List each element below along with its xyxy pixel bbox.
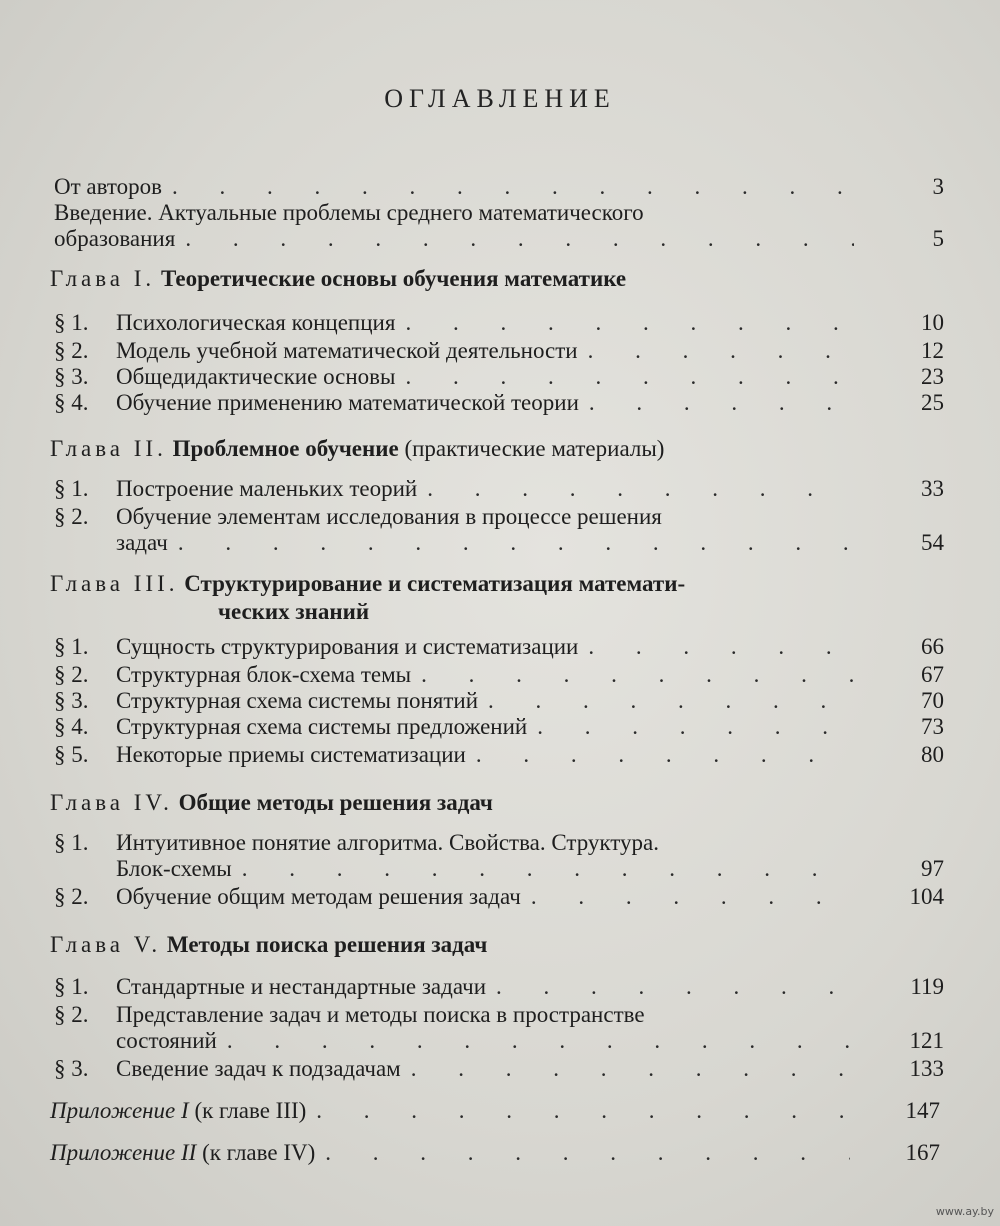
section-number: § 1. <box>54 974 89 999</box>
leader-dots <box>579 390 854 416</box>
section-number: § 1. <box>54 476 89 501</box>
toc-entry <box>54 714 944 740</box>
section-number: § 2. <box>54 884 89 909</box>
section-number: § 3. <box>54 1056 89 1081</box>
toc-entry <box>54 310 944 336</box>
toc-entry <box>54 1002 944 1054</box>
entry-text: Интуитивное понятие алгоритма. Свойства. Структура. <box>116 830 659 855</box>
page-number: 70 <box>921 688 944 713</box>
leader-dots <box>217 1028 854 1054</box>
toc-entry <box>50 1098 940 1124</box>
page-number: 3 <box>932 174 944 199</box>
leader-dots <box>168 530 854 556</box>
entry-text-cont: состояний <box>116 1028 217 1053</box>
section-number: § 3. <box>54 688 89 713</box>
page-number: 73 <box>921 714 944 739</box>
page-number: 54 <box>921 530 944 555</box>
entry-text: Сведение задач к подзадачам <box>116 1056 401 1081</box>
toc-entry <box>54 634 944 660</box>
page-number: 119 <box>910 974 944 999</box>
entry-text: Некоторые приемы систематизации <box>116 742 466 767</box>
chapter-label: Глава V. <box>50 932 162 957</box>
page-title: ОГЛАВЛЕНИЕ <box>384 84 616 113</box>
page-number: 25 <box>921 390 944 415</box>
entry-text: Структурная блок-схема темы <box>116 662 412 687</box>
entry-text-cont: задач <box>116 530 168 555</box>
entry-text: Обучение общим методам решения задач <box>116 884 521 909</box>
entry-text: Сущность структурирования и систематизации <box>116 634 579 659</box>
chapter-title: Методы поиска решения задач <box>166 932 488 957</box>
toc-entry <box>54 662 944 688</box>
entry-text: Структурная схема системы понятий <box>116 688 479 713</box>
page-number: 133 <box>909 1056 944 1081</box>
leader-dots <box>527 714 854 740</box>
chapter-heading <box>50 436 910 462</box>
page-number: 121 <box>909 1028 944 1053</box>
chapter-label: Глава III. <box>50 571 179 596</box>
section-number: § 1. <box>54 634 89 659</box>
chapter-title: Проблемное обучение <box>172 436 399 461</box>
chapter-subtitle: (практические материалы) <box>404 436 665 461</box>
entry-text-cont: Блок-схемы <box>116 856 232 881</box>
page-number: 80 <box>921 742 944 767</box>
entry-text: Обучение элементам исследования в процессе решения <box>116 504 662 529</box>
chapter-title-cont: ческих знаний <box>218 599 370 624</box>
chapter-label: Глава IV. <box>50 790 173 815</box>
toc-entry <box>54 338 944 364</box>
entry-text: Стандартные и нестандартные задачи <box>116 974 487 999</box>
toc-entry <box>54 364 944 390</box>
page-number: 167 <box>905 1140 940 1165</box>
entry-text-cont: образования <box>54 226 176 251</box>
page-number: 10 <box>921 310 944 335</box>
toc-entry <box>54 1056 944 1082</box>
leader-dots <box>521 884 854 910</box>
entry-text: Введение. Актуальные проблемы среднего математического <box>54 200 644 225</box>
entry-text: Структурная схема системы предложений <box>116 714 528 739</box>
toc-entry <box>54 688 944 714</box>
chapter-label: Глава II. <box>50 436 167 461</box>
chapter-title: Общие методы решения задач <box>178 790 493 815</box>
chapter-title: Структурирование и систематизация математи- <box>184 571 686 596</box>
entry-text: Модель учебной математической деятельности <box>116 338 578 363</box>
leader-dots <box>486 974 854 1000</box>
entry-text: Общедидактические основы <box>116 364 396 389</box>
appendix-label: Приложение II <box>50 1140 197 1165</box>
section-number: § 4. <box>54 390 89 415</box>
page-number: 97 <box>921 856 944 881</box>
page-number: 12 <box>921 338 944 363</box>
leader-dots <box>466 742 854 768</box>
leader-dots <box>175 226 854 252</box>
section-number: § 4. <box>54 714 89 739</box>
toc-entry <box>54 476 944 502</box>
page-number: 67 <box>921 662 944 687</box>
chapter-heading <box>50 570 910 626</box>
leader-dots <box>395 364 854 390</box>
page-number: 147 <box>905 1098 940 1123</box>
entry-text: Представление задач и методы поиска в пространстве <box>116 1002 645 1027</box>
leader-dots <box>315 1140 850 1166</box>
leader-dots <box>578 634 854 660</box>
toc-entry <box>54 174 944 200</box>
leader-dots <box>417 476 854 502</box>
section-number: § 2. <box>54 504 89 529</box>
section-number: § 1. <box>54 310 89 335</box>
leader-dots <box>306 1098 850 1124</box>
leader-dots <box>478 688 854 714</box>
leader-dots <box>401 1056 854 1082</box>
section-number: § 5. <box>54 742 89 767</box>
appendix-note: (к главе IV) <box>202 1140 316 1165</box>
page-number: 33 <box>921 476 944 501</box>
chapter-title: Теоретические основы обучения математике <box>160 266 627 291</box>
toc-entry <box>54 390 944 416</box>
chapter-heading <box>50 266 910 292</box>
toc-entry <box>54 200 944 252</box>
page-number: 66 <box>921 634 944 659</box>
chapter-heading <box>50 932 910 958</box>
entry-text: Обучение применению математической теории <box>116 390 579 415</box>
entry-text: От авторов <box>54 174 163 199</box>
entry-text: Психологическая концепция <box>116 310 396 335</box>
toc-entry <box>54 884 944 910</box>
section-number: § 3. <box>54 364 89 389</box>
toc-entry <box>54 742 944 768</box>
toc-entry <box>54 830 944 882</box>
page-number: 5 <box>932 226 944 251</box>
appendix-note: (к главе III) <box>194 1098 307 1123</box>
section-number: § 1. <box>54 830 89 855</box>
page-number: 23 <box>921 364 944 389</box>
toc-entry <box>54 974 944 1000</box>
leader-dots <box>395 310 854 336</box>
section-number: § 2. <box>54 1002 89 1027</box>
toc-entry <box>50 1140 940 1166</box>
leader-dots <box>411 662 854 688</box>
chapter-label: Глава I. <box>50 266 156 291</box>
leader-dots <box>232 856 854 882</box>
page-number: 104 <box>909 884 944 909</box>
toc-entry <box>54 504 944 556</box>
section-number: § 2. <box>54 338 89 363</box>
appendix-label: Приложение I <box>50 1098 189 1123</box>
chapter-heading <box>50 790 910 816</box>
section-number: § 2. <box>54 662 89 687</box>
entry-text: Построение маленьких теорий <box>116 476 418 501</box>
leader-dots <box>578 338 854 364</box>
watermark: www.ay.by <box>935 1205 994 1218</box>
leader-dots <box>162 174 854 200</box>
